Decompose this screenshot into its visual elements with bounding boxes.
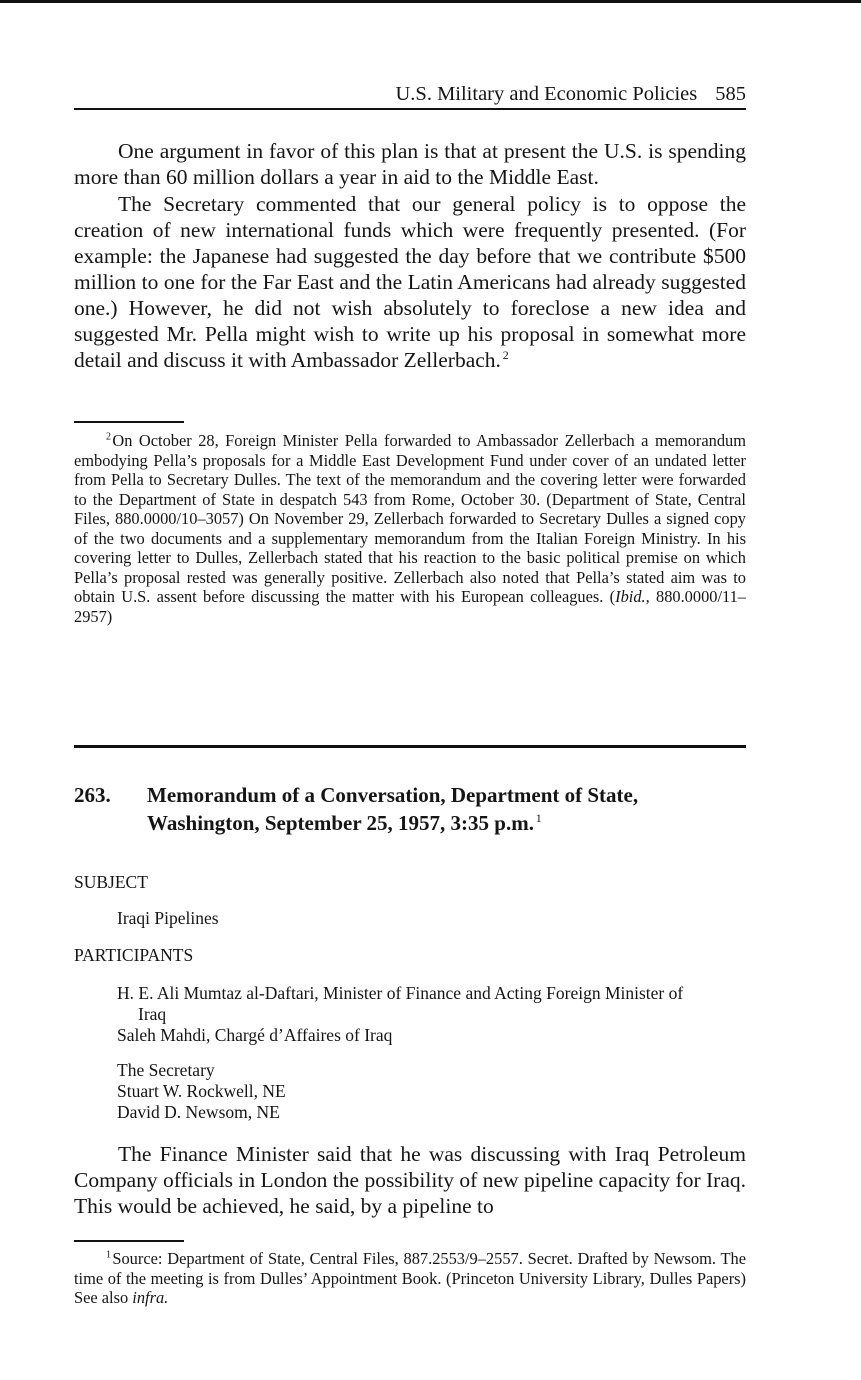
- document-title-line-1: Memorandum of a Conversation, Department of State,: [147, 783, 639, 807]
- paragraph-plan-text: One argument in favor of this plan is that at present the U.S. is spending more than 60 million dollars a year in aid to the Middle East.: [74, 139, 746, 189]
- footnote-2-citation: 880.0000/11–2957): [74, 587, 746, 626]
- document-title-line-2: Washington, September 25, 1957, 3:35 p.m.: [147, 811, 534, 835]
- running-head: [74, 80, 746, 110]
- footnote-reference-2[interactable]: 2: [502, 347, 509, 362]
- document-number: 263.: [74, 783, 111, 807]
- footnote-marker-2: 2: [106, 431, 111, 443]
- subject-text: Iraqi Pipelines: [117, 908, 219, 928]
- footnote-2-ibid: Ibid.,: [615, 587, 650, 606]
- participant-rockwell: Stuart W. Rockwell, NE: [117, 1081, 286, 1101]
- document-heading: [74, 781, 746, 837]
- participant-mahdi: Saleh Mahdi, Chargé d’Affaires of Iraq: [117, 1025, 393, 1045]
- paragraph-finance-text: The Finance Minister said that he was discussing with Iraq Petroleum Company officials in London the possibility of new pipeline capacity for Iraq. This would be achieved, he said, by a pipeline to: [74, 1142, 746, 1218]
- participant-daftari: H. E. Ali Mumtaz al-Daftari, Minister of Finance and Acting Foreign Minister of: [117, 983, 684, 1003]
- footnote-separator: [74, 421, 184, 423]
- footnote-1-infra: infra.: [132, 1288, 169, 1307]
- participant-daftari-cont: Iraq: [138, 1004, 167, 1024]
- footnote-separator-2: [74, 1240, 184, 1242]
- footnote-marker-1: 1: [106, 1249, 111, 1261]
- top-border-rule: [0, 0, 861, 3]
- participants-us: [117, 1060, 746, 1123]
- paragraph-plan-argument: [74, 138, 746, 190]
- participants-iraq: [117, 983, 746, 1046]
- running-head-title: U.S. Military and Economic Policies: [395, 83, 698, 105]
- participant-secretary: The Secretary: [117, 1060, 215, 1080]
- section-divider: [74, 745, 746, 748]
- page-number: 585: [715, 83, 746, 105]
- footnote-1-text: Source: Department of State, Central Files, 887.2553/9–2557. Secret. Drafted by Newsom. The time of the meeting is from Dulles’ Appointment Book. (Princeton University Library, Dulles Papers) See also: [74, 1249, 746, 1307]
- footnote-reference-1[interactable]: 1: [535, 811, 542, 825]
- document-title: [147, 781, 746, 837]
- paragraph-secretary-comment: [74, 191, 746, 373]
- participant-newsom: David D. Newsom, NE: [117, 1102, 280, 1122]
- subject-value: [117, 908, 746, 929]
- paragraph-secretary-text: The Secretary commented that our general policy is to oppose the creation of new international funds which were frequently presented. (For example: the Japanese had suggested the day before that we contribute $500 million to one for the Far East and the Latin Americans had already suggested one.) However, he did not wish absolutely to foreclose a new idea and suggested Mr. Pella might wish to write up his proposal in somewhat more detail and discuss it with Ambassador Zellerbach.: [74, 192, 746, 372]
- footnote-1: [74, 1249, 746, 1308]
- participants-label: PARTICIPANTS: [74, 945, 194, 965]
- subject-label: SUBJECT: [74, 872, 148, 892]
- footnote-2-text: On October 28, Foreign Minister Pella forwarded to Ambassador Zellerbach a memorandum embodying Pella’s proposals for a Middle East Development Fund under cover of an undated letter from Pella to Secretary Dulles. The text of the memorandum and the covering letter were forwarded to the Department of State in despatch 543 from Rome, October 30. (Department of State, Central Files, 880.0000/10–3057) On November 29, Zellerbach forwarded to Secretary Dulles a signed copy of the two documents and a supplementary memorandum from the Italian Foreign Ministry. In his covering letter to Dulles, Zellerbach stated that his reaction to the basic political premise on which Pella’s proposal rested was generally positive. Zellerbach also noted that Pella’s stated aim was to obtain U.S. assent before discussing the matter with his European colleagues. (: [74, 431, 746, 606]
- footnote-2: [74, 431, 746, 626]
- paragraph-finance-minister: [74, 1141, 746, 1219]
